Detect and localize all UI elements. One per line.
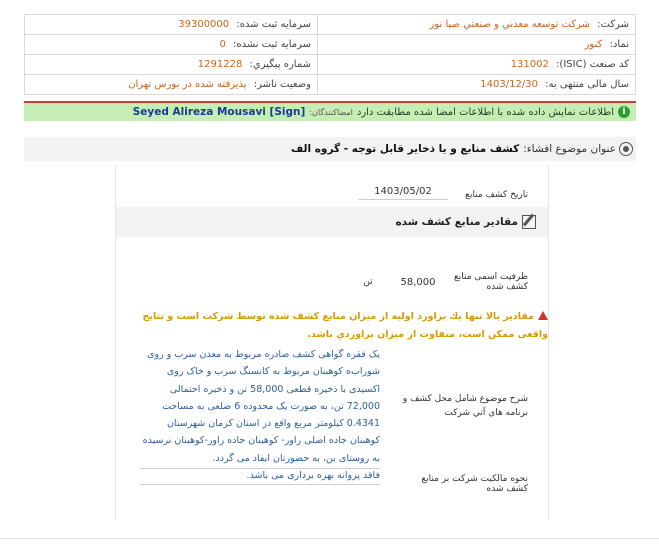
ownership-text: فاقد پروانه بهره برداری می باشد. xyxy=(140,470,380,485)
subject-label: عنوان موضوع افشاء: xyxy=(523,143,616,155)
signers-label: امضاکنندگان: xyxy=(309,107,353,117)
tracking-label: شماره پیگیري: xyxy=(249,59,312,70)
edit-icon xyxy=(522,215,536,229)
publisher-status-value: پذیرفته شده در بورس تهران xyxy=(128,79,247,90)
company-value: شرکت توسعه معدني و صنعتي صبا نور xyxy=(429,19,590,30)
signature-bar xyxy=(24,101,636,121)
isic-label: کد صنعت (ISIC): xyxy=(556,59,629,70)
subject-value: کشف منابع و یا ذخایر قابل توجه - گروه الف xyxy=(291,143,520,155)
info-icon: i xyxy=(618,106,630,118)
publisher-status-cell xyxy=(25,75,318,95)
info-row xyxy=(25,75,636,95)
subject-bar xyxy=(24,137,636,161)
discovery-date-value: 1403/05/02 xyxy=(358,186,448,200)
tracking-value: 1291228 xyxy=(197,59,243,70)
isic-value: 131002 xyxy=(510,59,549,70)
bottom-divider xyxy=(0,538,659,539)
amounts-header xyxy=(116,207,548,237)
info-row xyxy=(25,15,636,35)
unregistered-capital-value: 0 xyxy=(219,39,226,50)
amounts-header-label: مقادیر منابع کشف شده xyxy=(395,216,518,228)
info-row xyxy=(25,35,636,55)
tracking-cell xyxy=(25,55,318,75)
unregistered-capital-cell xyxy=(25,35,318,55)
registered-capital-value: 39300000 xyxy=(178,19,230,30)
company-label: شرکت: xyxy=(597,19,629,30)
symbol-cell xyxy=(318,35,636,55)
isic-cell xyxy=(318,55,636,75)
estimate-warning xyxy=(130,308,548,344)
company-info-table xyxy=(24,14,636,95)
signature-status-text: اطلاعات نمایش داده شده با اطلاعات امضا شده مطابقت دارد xyxy=(356,106,614,118)
fiscal-year-value: 1403/12/30 xyxy=(480,79,538,90)
discovery-date-label: تاریخ کشف منابع xyxy=(465,190,528,200)
ownership-label: نحوه مالکیت شرکت بر منابع کشف شده xyxy=(421,474,528,494)
info-row xyxy=(25,55,636,75)
capacity-row xyxy=(348,272,528,292)
target-icon xyxy=(618,141,634,157)
discovery-panel xyxy=(115,164,549,520)
symbol-label: نماد: xyxy=(609,39,629,50)
warning-text: مقادیر بالا تنها یك براورد اولیه از میزان منابع کشف شده توسط شرکت است و نتایج واقعی ممکن است، متفاوت از میزان براوردي باشد. xyxy=(142,311,548,340)
description-label: شرح موضوع شامل محل کشف و برنامه هاي آتي شرکت xyxy=(402,394,528,418)
capacity-value: 58,000 xyxy=(400,276,436,288)
capacity-label: ظرفیت اسمی منابع کشف شده xyxy=(453,272,528,292)
registered-capital-cell xyxy=(25,15,318,35)
unregistered-capital-label: سرمایه ثبت نشده: xyxy=(233,39,312,50)
fiscal-year-cell xyxy=(318,75,636,95)
fiscal-year-label: سال مالی منتهی به: xyxy=(545,79,629,90)
warning-icon xyxy=(538,311,548,320)
capacity-unit: تن xyxy=(363,277,373,287)
description-text: یک فقره گواهی کشف صادره مربوط به معدن سرب و روی شوراب‌ه کوهبنان مربوط به کانسنگ سرب و خاک روی اکسیدی با ذخیره قطعی 58,000 تن و ذخیره احتمالی 72,000 تن، به صورت یک محدوده 6 ضلعی به مساحت 0.4341 کیلومتر مربع واقع در استان کرمان شهرستان کوهبنان جاده اصلی راور- کوهبنان جاده راور-کوهبنان نرسیده به روستای بن، به حضورتان ایفاد می گردد. xyxy=(140,346,380,469)
publisher-status-label: وضعیت ناشر: xyxy=(253,79,312,90)
symbol-value: کنور xyxy=(584,39,603,50)
discovery-date-row xyxy=(358,186,528,200)
registered-capital-label: سرمایه ثبت شده: xyxy=(236,19,312,30)
signer-link[interactable]: Seyed Alireza Mousavi [Sign] xyxy=(132,106,306,118)
company-cell xyxy=(318,15,636,35)
